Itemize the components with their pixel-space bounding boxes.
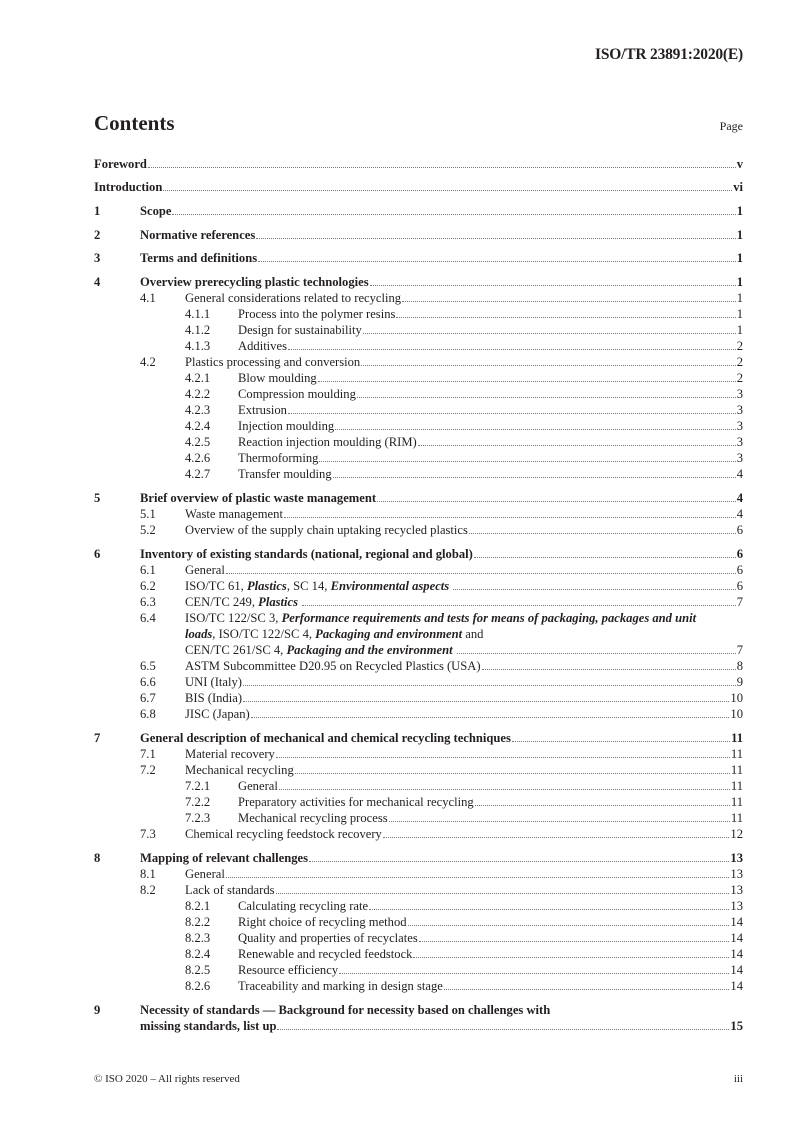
toc-title: Necessity of standards — Background for necessity based on challenges with	[140, 1003, 551, 1017]
toc-page: 15	[730, 1019, 743, 1033]
toc-entry-7-1[interactable]	[94, 746, 743, 762]
toc-title-emphasis: Environmental aspects	[330, 579, 450, 593]
toc-entry-8-2-1[interactable]	[94, 898, 743, 914]
toc-title: Calculating recycling rate	[238, 899, 369, 913]
toc-page: 6	[736, 563, 743, 577]
dot-leader	[361, 365, 735, 366]
page-number: iii	[733, 1073, 743, 1085]
toc-number: 7.2	[140, 763, 156, 777]
toc-entry-8-2-4[interactable]	[94, 946, 743, 962]
toc-title: Reaction injection moulding (RIM)	[238, 435, 417, 449]
toc-page: 3	[736, 419, 743, 433]
toc-number: 8.2.6	[185, 979, 211, 993]
toc-title: Traceability and marking in design stage	[238, 979, 443, 993]
toc-entry-8-1[interactable]	[94, 866, 743, 882]
toc-page: 3	[736, 403, 743, 417]
document-id-header: ISO/TR 23891:2020(E)	[595, 46, 743, 63]
toc-number: 4.1.2	[185, 323, 211, 337]
toc-title: ASTM Subcommittee D20.95 on Recycled Plastics (USA)	[185, 659, 481, 673]
toc-title-emphasis: Performance requirements and tests for means of packaging, packages and unit loads	[185, 611, 697, 641]
toc-page: 11	[730, 795, 743, 809]
toc-title-part: ISO/TC 122/SC 3,	[185, 611, 282, 625]
dot-leader	[319, 461, 735, 462]
toc-number: 4	[94, 275, 101, 289]
dot-leader	[288, 413, 736, 414]
toc-entry-3[interactable]	[94, 250, 743, 266]
toc-title: Lack of standards	[185, 883, 275, 897]
toc-entry-6[interactable]	[94, 546, 743, 562]
dot-leader	[226, 877, 730, 878]
dot-leader	[339, 973, 729, 974]
toc-number: 4.1.3	[185, 339, 211, 353]
toc-title-part: , ISO/TC 122/SC 4,	[212, 627, 316, 641]
copyright-footer: © ISO 2020 – All rights reserved	[94, 1073, 240, 1085]
toc-entry-introduction[interactable]	[94, 179, 743, 195]
toc-entry-6-6[interactable]	[94, 674, 743, 690]
contents-heading: Contents	[94, 111, 175, 135]
dot-leader	[172, 214, 735, 215]
toc-number: 8.2.3	[185, 931, 211, 945]
toc-page: 14	[730, 979, 743, 993]
toc-title: Scope	[140, 204, 172, 218]
toc-page: 1	[736, 323, 743, 337]
toc-entry-4-2-5[interactable]	[94, 434, 743, 450]
dot-leader	[279, 789, 730, 790]
toc-page: 6	[736, 579, 743, 593]
toc-number: 4.2	[140, 355, 156, 369]
toc-entry-7[interactable]	[94, 730, 743, 746]
toc-entry-6-8[interactable]	[94, 706, 743, 722]
toc-page: 3	[736, 435, 743, 449]
toc-number: 6.2	[140, 579, 156, 593]
toc-page: 1	[736, 228, 743, 242]
toc-title: Mechanical recycling process	[238, 811, 388, 825]
toc-title: Process into the polymer resins	[238, 307, 396, 321]
dot-leader	[295, 773, 730, 774]
toc-number: 8.2.4	[185, 947, 211, 961]
toc-entry-8[interactable]	[94, 850, 743, 866]
dot-leader	[276, 893, 730, 894]
toc-title: Plastics processing and conversion	[185, 355, 361, 369]
dot-leader	[148, 167, 736, 168]
toc-title: Injection moulding	[238, 419, 335, 433]
toc-number: 8.2	[140, 883, 156, 897]
toc-entry-6-4[interactable]	[94, 610, 743, 658]
dot-leader	[474, 557, 736, 558]
toc-entry-4[interactable]	[94, 274, 743, 290]
toc-number: 6.4	[140, 611, 156, 625]
dot-leader	[402, 301, 736, 302]
toc-number: 4.2.1	[185, 371, 211, 385]
dot-leader	[357, 397, 736, 398]
toc-number: 4.1	[140, 291, 156, 305]
toc-page: 4	[736, 507, 743, 521]
toc-entry-4-1-1[interactable]	[94, 306, 743, 322]
toc-title	[185, 610, 705, 642]
toc-entry-4-2-6[interactable]	[94, 450, 743, 466]
dot-leader	[309, 861, 729, 862]
toc-number: 6.6	[140, 675, 156, 689]
toc-page: 11	[730, 747, 743, 761]
dot-leader	[370, 285, 736, 286]
toc-title-continuation: missing standards, list up	[140, 1019, 277, 1033]
dot-leader	[444, 989, 730, 990]
toc-entry-2[interactable]	[94, 227, 743, 243]
dot-leader	[418, 445, 736, 446]
toc-entry-4-1-2[interactable]	[94, 322, 743, 338]
toc-number: 8.2.5	[185, 963, 211, 977]
toc-page: 11	[730, 779, 743, 793]
toc-page: 10	[730, 691, 743, 705]
toc-entry-7-2[interactable]	[94, 762, 743, 778]
toc-entry-1[interactable]	[94, 203, 743, 219]
toc-page: 14	[730, 963, 743, 977]
toc-title-emphasis: Packaging and the environment	[286, 643, 453, 657]
toc-page: 13	[730, 883, 743, 897]
toc-entry-4-1-3[interactable]	[94, 338, 743, 354]
toc-page: 6	[736, 547, 743, 561]
toc-page: 9	[736, 675, 743, 689]
dot-leader	[512, 741, 730, 742]
toc-page: 1	[736, 307, 743, 321]
toc-entry-9[interactable]	[94, 1002, 743, 1034]
toc-title: Thermoforming	[238, 451, 319, 465]
toc-entry-5[interactable]	[94, 490, 743, 506]
toc-page: 1	[736, 291, 743, 305]
dot-leader	[251, 717, 730, 718]
toc-number: 4.2.3	[185, 403, 211, 417]
toc-page: 1	[736, 275, 743, 289]
toc-title: General description of mechanical and chemical recycling techniques	[140, 731, 511, 745]
toc-page: 2	[736, 371, 743, 385]
toc-number: 5.2	[140, 523, 156, 537]
toc-page: 13	[730, 899, 743, 913]
dot-leader	[408, 925, 730, 926]
toc-entry-6-2[interactable]	[94, 578, 743, 594]
dot-leader	[419, 941, 730, 942]
toc-title: Blow moulding	[238, 371, 317, 385]
toc-entry-8-2-6[interactable]	[94, 978, 743, 994]
toc-number: 5	[94, 491, 101, 505]
toc-title: Waste management	[185, 507, 283, 521]
toc-number: 8.2.2	[185, 915, 211, 929]
toc-title: General considerations related to recycling	[185, 291, 402, 305]
toc-title-emphasis: Plastics	[258, 595, 299, 609]
toc-page: 1	[736, 204, 743, 218]
toc-entry-7-2-1[interactable]	[94, 778, 743, 794]
dot-leader	[482, 669, 736, 670]
toc-entry-4-2[interactable]	[94, 354, 743, 370]
toc-title	[185, 594, 302, 610]
toc-title: Brief overview of plastic waste management	[140, 491, 377, 505]
dot-leader	[369, 909, 729, 910]
toc-title-continuation	[185, 642, 457, 658]
toc-title: Design for sustainability	[238, 323, 362, 337]
toc-title-part: ISO/TC 61,	[185, 579, 247, 593]
toc-title: General	[238, 779, 278, 793]
toc-entry-4-2-2[interactable]	[94, 386, 743, 402]
dot-leader	[243, 685, 736, 686]
toc-entry-7-2-3[interactable]	[94, 810, 743, 826]
dot-leader	[284, 517, 736, 518]
toc-page: 7	[736, 595, 743, 609]
toc-title: Overview prerecycling plastic technologies	[140, 275, 369, 289]
toc-title: Foreword	[94, 157, 147, 171]
dot-leader	[302, 605, 736, 606]
toc-page: 14	[730, 947, 743, 961]
toc-number: 5.1	[140, 507, 156, 521]
dot-leader	[288, 349, 736, 350]
toc-page: 10	[730, 707, 743, 721]
dot-leader	[469, 533, 736, 534]
dot-leader	[318, 381, 736, 382]
toc-number: 8.2.1	[185, 899, 211, 913]
toc-page: 11	[730, 763, 743, 777]
toc-page: 4	[736, 467, 743, 481]
toc-page: 1	[736, 251, 743, 265]
toc-entry-4-2-1[interactable]	[94, 370, 743, 386]
toc-number: 2	[94, 228, 101, 242]
toc-number: 4.2.7	[185, 467, 211, 481]
toc-number: 4.2.2	[185, 387, 211, 401]
dot-leader	[163, 190, 732, 191]
toc-title: Resource efficiency	[238, 963, 339, 977]
toc-entry-4-2-7[interactable]	[94, 466, 743, 482]
toc-title-emphasis: Packaging and environment	[315, 627, 463, 641]
dot-leader	[363, 333, 736, 334]
toc-entry-7-3[interactable]	[94, 826, 743, 842]
toc-page: 14	[730, 915, 743, 929]
toc-title: Chemical recycling feedstock recovery	[185, 827, 382, 841]
toc-entry-8-2-3[interactable]	[94, 930, 743, 946]
toc-number: 6	[94, 547, 101, 561]
toc-title: General	[185, 563, 225, 577]
toc-title: Normative references	[140, 228, 256, 242]
toc-entry-8-2-2[interactable]	[94, 914, 743, 930]
toc-title: Right choice of recycling method	[238, 915, 407, 929]
toc-number: 8.1	[140, 867, 156, 881]
toc-title-part: CEN/TC 249,	[185, 595, 259, 609]
toc-title: Extrusion	[238, 403, 287, 417]
toc-entry-5-1[interactable]	[94, 506, 743, 522]
toc-number: 6.1	[140, 563, 156, 577]
toc-title: Mapping of relevant challenges	[140, 851, 309, 865]
toc-title: General	[185, 867, 225, 881]
toc-entry-6-1[interactable]	[94, 562, 743, 578]
toc-page: 3	[736, 387, 743, 401]
toc-entry-6-3[interactable]	[94, 594, 743, 610]
toc-number: 6.8	[140, 707, 156, 721]
toc-page: 2	[736, 355, 743, 369]
toc-title: Overview of the supply chain uptaking recycled plastics	[185, 523, 468, 537]
toc-page: 14	[730, 931, 743, 945]
toc-page: 3	[736, 451, 743, 465]
toc-page: 11	[730, 811, 743, 825]
page-column-label: Page	[719, 119, 743, 133]
toc-title: BIS (India)	[185, 691, 243, 705]
toc-title: UNI (Italy)	[185, 675, 242, 689]
toc-title	[185, 578, 453, 594]
toc-title: Inventory of existing standards (national, regional and global)	[140, 547, 473, 561]
toc-entry-4-1[interactable]	[94, 290, 743, 306]
toc-page: 2	[736, 339, 743, 353]
toc-title: Material recovery	[185, 747, 275, 761]
toc-title: Additives	[238, 339, 287, 353]
toc-number: 6.5	[140, 659, 156, 673]
toc-number: 7.2.3	[185, 811, 211, 825]
dot-leader	[335, 429, 736, 430]
toc-entry-4-2-4[interactable]	[94, 418, 743, 434]
dot-leader	[396, 317, 735, 318]
dot-leader	[277, 1029, 729, 1030]
toc-title: JISC (Japan)	[185, 707, 250, 721]
dot-leader	[243, 701, 729, 702]
toc-page: 13	[730, 867, 743, 881]
toc-page: 6	[736, 523, 743, 537]
toc-number: 3	[94, 251, 101, 265]
dot-leader	[276, 757, 730, 758]
toc-number: 8	[94, 851, 101, 865]
dot-leader	[383, 837, 730, 838]
toc-number: 7.3	[140, 827, 156, 841]
toc-number: 4.2.6	[185, 451, 211, 465]
toc-page: 8	[736, 659, 743, 673]
dot-leader	[389, 821, 730, 822]
toc-page: 4	[736, 491, 743, 505]
toc-title: Mechanical recycling	[185, 763, 294, 777]
toc-number: 7.2.2	[185, 795, 211, 809]
toc-page: 7	[736, 643, 743, 657]
dot-leader	[333, 477, 736, 478]
toc-number: 4.1.1	[185, 307, 211, 321]
toc-title: Compression moulding	[238, 387, 356, 401]
dot-leader	[226, 573, 736, 574]
dot-leader	[258, 261, 736, 262]
toc-title: Renewable and recycled feedstock	[238, 947, 413, 961]
toc-page: vi	[733, 180, 743, 194]
dot-leader	[377, 501, 736, 502]
toc-title-part: CEN/TC 261/SC 4,	[185, 643, 287, 657]
toc-entry-7-2-2[interactable]	[94, 794, 743, 810]
toc-entry-6-5[interactable]	[94, 658, 743, 674]
toc-entry-6-7[interactable]	[94, 690, 743, 706]
toc-page: 11	[731, 731, 743, 745]
toc-number: 6.3	[140, 595, 156, 609]
toc-number: 6.7	[140, 691, 156, 705]
dot-leader	[413, 957, 729, 958]
dot-leader	[457, 653, 736, 654]
dot-leader	[475, 805, 730, 806]
toc-number: 7.2.1	[185, 779, 211, 793]
toc-entry-foreword[interactable]	[94, 156, 743, 172]
toc-number: 4.2.5	[185, 435, 211, 449]
dot-leader	[453, 589, 735, 590]
toc-title: Introduction	[94, 180, 163, 194]
toc-title: Preparatory activities for mechanical recycling	[238, 795, 474, 809]
toc-entry-8-2[interactable]	[94, 882, 743, 898]
toc-title: Quality and properties of recyclates	[238, 931, 418, 945]
toc-number: 7	[94, 731, 101, 745]
toc-title: Terms and definitions	[140, 251, 258, 265]
dot-leader	[256, 238, 735, 239]
toc-page: 12	[730, 827, 743, 841]
toc-page: 13	[730, 851, 743, 865]
toc-title-emphasis: Plastics	[246, 579, 287, 593]
toc-title-part: , SC 14,	[286, 579, 331, 593]
toc-title-part: and	[462, 627, 484, 641]
toc-entry-4-2-3[interactable]	[94, 402, 743, 418]
toc-entry-8-2-5[interactable]	[94, 962, 743, 978]
toc-entry-5-2[interactable]	[94, 522, 743, 538]
toc-number: 9	[94, 1003, 101, 1017]
toc-number: 1	[94, 204, 101, 218]
toc-page: v	[736, 157, 743, 171]
toc-number: 4.2.4	[185, 419, 211, 433]
toc-number: 7.1	[140, 747, 156, 761]
toc-title: Transfer moulding	[238, 467, 332, 481]
